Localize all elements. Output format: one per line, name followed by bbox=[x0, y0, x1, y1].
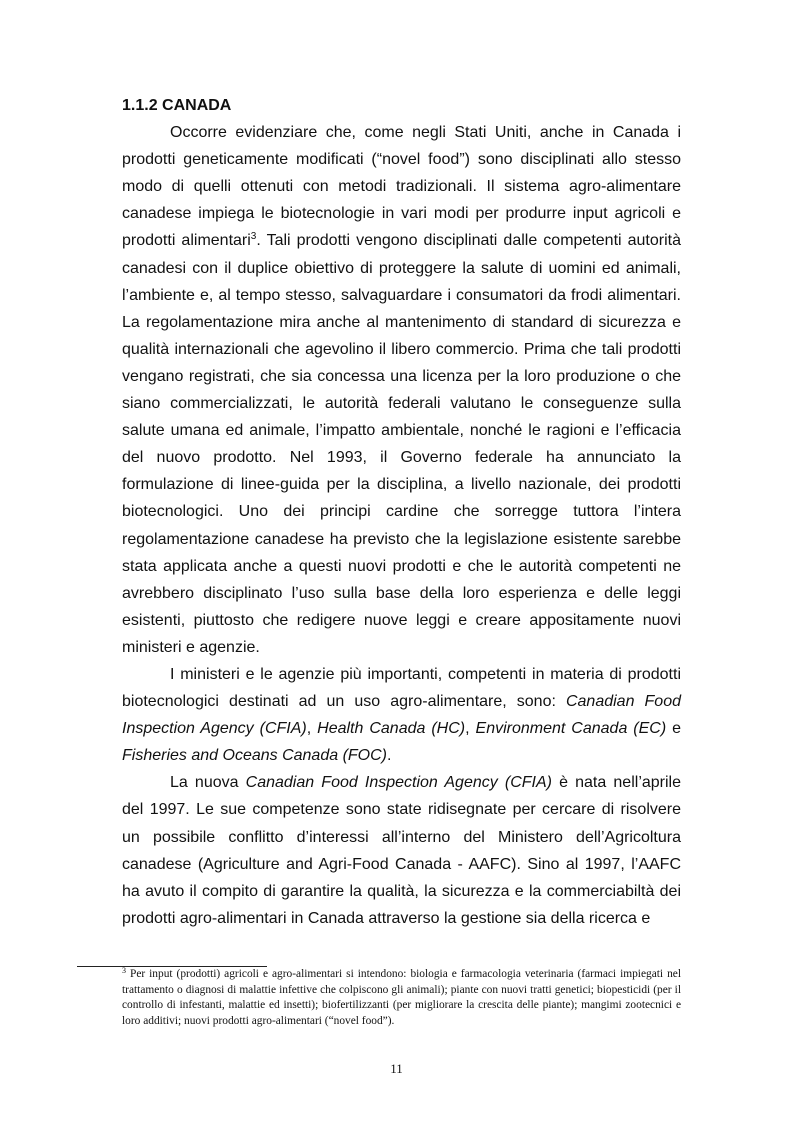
separator: , bbox=[306, 720, 318, 738]
paragraph-1-text-b: . Tali prodotti vengono disciplinati dalle competenti autorità canadesi con il duplice obiettivo di proteggere la salute di uomini ed animali, l’ambiente e, al tempo stesso, salvaguardare i consumatori da frodi alimentari. La regolamentazione mira anche al mantenimento di standard di sicurezza e qualità internazionali che agevolino il libero commercio. Prima che tali prodotti vengano registrati, che sia concessa una licenza per la loro produzione o che siano commercializzati, le autorità federali valutano le conseguenze sulla salute umana ed animale, l’impatto ambientale, nonché le ragioni e l’efficacia del nuovo prodotto. Nel 1993, il Governo federale ha annunciato la formulazione di linee-guida per la disciplina, a livello nazionale, dei prodotti biotecnologici. Uno dei principi cardine che sorregge tuttora l’intera regolamentazione canadese ha previsto che la legislazione esistente sarebbe stata applicata anche a questi nuovi prodotti e che le autorità competenti ne avrebbero disciplinato l’uso sulla base della loro esperienza e delle leggi esistenti, piuttosto che redigere nuove leggi e creare appositamente nuovi ministeri e agenzie. bbox=[122, 232, 681, 656]
footnote-reference[interactable]: 3 bbox=[250, 231, 257, 243]
agency-cfia: Canadian Food Inspection Agency (CFIA) bbox=[122, 693, 681, 738]
footnote-text: Per input (prodotti) agricoli e agro-alimentari si intendono: biologia e farmacologia veterinaria (farmaci impiegati nel trattamento o diagnosi di malattie infettive che colpiscono gli animali); piante con nuovi tratti genetici; biopesticidi (per il controllo di infestanti, malattie ed insetti); biofertilizzanti (per migliorare la crescita delle piante); mangimi zootecnici e loro additivi; nuovi prodotti agro-alimentari (“novel food”). bbox=[122, 968, 681, 1027]
paragraph-3 bbox=[122, 769, 681, 932]
paragraph-3-text: è nata nell’aprile del 1997. Le sue competenze sono state ridisegnate per cercare di risolvere un possibile conflitto d’interessi all’interno del Ministero dell’Agricoltura canadese (Agriculture and Agri-Food Canada - AAFC). Sino al 1997, l’AAFC ha avuto il compito di garantire la qualità, la sicurezza e la commerciabiltà dei prodotti agro-alimentari in Canada attraverso la gestione sia della ricerca e bbox=[122, 774, 681, 927]
agency-cfia: Canadian Food Inspection Agency (CFIA) bbox=[245, 774, 552, 792]
footnote bbox=[122, 967, 681, 1029]
paragraph-2-intro: I ministeri e le agenzie più importanti, competenti in materia di prodotti biotecnologici destinati ad un uso agro-alimentare, sono: bbox=[122, 665, 681, 711]
paragraph-1 bbox=[122, 119, 681, 661]
sentence-end: . bbox=[387, 747, 392, 765]
body-text bbox=[122, 92, 681, 932]
agency-foc: Fisheries and Oceans Canada (FOC) bbox=[122, 747, 387, 765]
separator: e bbox=[666, 720, 682, 738]
agency-hc: Health Canada (HC) bbox=[317, 720, 466, 738]
agency-ec: Environment Canada (EC) bbox=[475, 720, 667, 738]
page-number: 11 bbox=[390, 1061, 403, 1076]
paragraph-3-intro: La nuova bbox=[170, 774, 246, 792]
section-heading: 1.1.2 CANADA bbox=[122, 97, 232, 114]
separator: , bbox=[465, 720, 476, 738]
footnote-marker: 3 bbox=[122, 966, 126, 975]
paragraph-2 bbox=[122, 661, 681, 769]
paragraph-1-text-a: Occorre evidenziare che, come negli Stati Uniti, anche in Canada i prodotti geneticamente modificati (“novel food”) sono disciplinati allo stesso modo di quelli ottenuti con metodi tradizionali. Il sistema agro-alimentare canadese impiega le biotecnologie in vari modi per produrre input agricoli e prodotti alimentari bbox=[122, 124, 681, 250]
